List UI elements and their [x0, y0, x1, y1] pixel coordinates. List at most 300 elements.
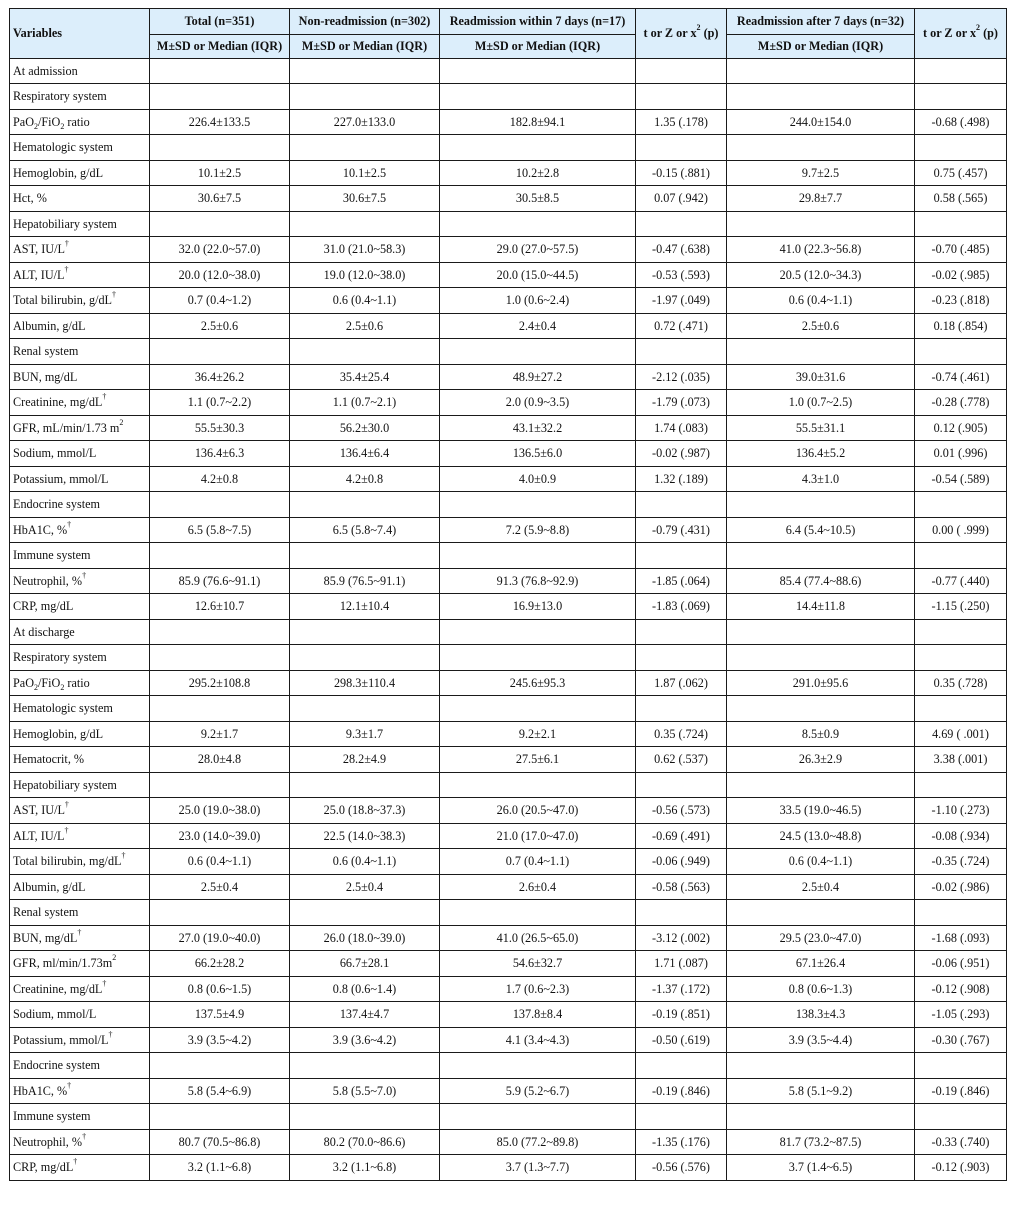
test-stat-1: -1.79 (.073)	[636, 390, 727, 416]
total-value: 3.2 (1.1~6.8)	[150, 1155, 290, 1181]
table-header	[10, 9, 1007, 59]
empty-cell	[290, 645, 440, 671]
empty-cell	[727, 900, 915, 926]
test-stat-1: -1.85 (.064)	[636, 568, 727, 594]
after-7-value: 55.5±31.1	[727, 415, 915, 441]
variable-text: Potassium, mmol/L	[13, 1032, 109, 1047]
variable-text: Albumin, g/dL	[13, 879, 86, 894]
nonreadmission-value: 136.4±6.4	[290, 441, 440, 467]
after-7-value: 81.7 (73.2~87.5)	[727, 1129, 915, 1155]
empty-cell	[915, 135, 1007, 161]
variable-label	[10, 594, 150, 620]
total-value: 85.9 (76.6~91.1)	[150, 568, 290, 594]
within-7-value: 29.0 (27.0~57.5)	[440, 237, 636, 263]
within-7-value: 1.0 (0.6~2.4)	[440, 288, 636, 314]
total-value: 12.6±10.7	[150, 594, 290, 620]
variable-text: GFR, mL/min/1.73 m	[13, 420, 120, 435]
section-label: Endocrine system	[10, 492, 150, 518]
total-value: 28.0±4.8	[150, 747, 290, 773]
empty-cell	[290, 900, 440, 926]
subscript-digit: 2	[60, 682, 65, 692]
after-7-value: 6.4 (5.4~10.5)	[727, 517, 915, 543]
test-stat-1: -0.47 (.638)	[636, 237, 727, 263]
test-stat-2: -0.30 (.767)	[915, 1027, 1007, 1053]
test-stat-1: 1.74 (.083)	[636, 415, 727, 441]
empty-cell	[636, 543, 727, 569]
nonreadmission-value: 19.0 (12.0~38.0)	[290, 262, 440, 288]
table-row	[10, 1129, 1007, 1155]
test-stat-2: -1.15 (.250)	[915, 594, 1007, 620]
empty-cell	[636, 339, 727, 365]
section-row	[10, 645, 1007, 671]
after-7-value: 14.4±11.8	[727, 594, 915, 620]
test-stat-1: -0.69 (.491)	[636, 823, 727, 849]
section-row	[10, 696, 1007, 722]
within-7-value: 9.2±2.1	[440, 721, 636, 747]
table-row	[10, 1155, 1007, 1181]
stat-label-nonreadmission: M±SD or Median (IQR)	[290, 34, 440, 58]
after-7-value: 3.7 (1.4~6.5)	[727, 1155, 915, 1181]
section-row	[10, 492, 1007, 518]
total-value: 23.0 (14.0~39.0)	[150, 823, 290, 849]
table-row	[10, 313, 1007, 339]
within-7-value: 2.4±0.4	[440, 313, 636, 339]
empty-cell	[727, 645, 915, 671]
after-7-value: 67.1±26.4	[727, 951, 915, 977]
nonreadmission-value: 12.1±10.4	[290, 594, 440, 620]
section-row	[10, 58, 1007, 84]
test-stat-1: -0.02 (.987)	[636, 441, 727, 467]
variable-text: Creatinine, mg/dL	[13, 395, 103, 410]
empty-cell	[636, 135, 727, 161]
variable-text: ratio	[64, 675, 90, 690]
after-7-value: 24.5 (13.0~48.8)	[727, 823, 915, 849]
empty-cell	[440, 645, 636, 671]
within-7-value: 1.7 (0.6~2.3)	[440, 976, 636, 1002]
variable-text: Potassium, mmol/L	[13, 471, 109, 486]
dagger-mark: †	[112, 290, 117, 300]
empty-cell	[636, 1053, 727, 1079]
table-row	[10, 594, 1007, 620]
section-row	[10, 135, 1007, 161]
variable-label	[10, 186, 150, 212]
nonreadmission-value: 5.8 (5.5~7.0)	[290, 1078, 440, 1104]
table-row	[10, 670, 1007, 696]
col-header-readmission-within-7: Readmission within 7 days (n=17)	[440, 9, 636, 35]
within-7-value: 137.8±8.4	[440, 1002, 636, 1028]
section-label: Respiratory system	[10, 84, 150, 110]
dagger-mark: †	[73, 1157, 78, 1167]
empty-cell	[727, 84, 915, 110]
within-7-value: 16.9±13.0	[440, 594, 636, 620]
within-7-value: 20.0 (15.0~44.5)	[440, 262, 636, 288]
table-row	[10, 823, 1007, 849]
total-value: 0.8 (0.6~1.5)	[150, 976, 290, 1002]
empty-cell	[915, 1104, 1007, 1130]
variable-label	[10, 798, 150, 824]
nonreadmission-value: 0.6 (0.4~1.1)	[290, 849, 440, 875]
variable-text: ALT, IU/L	[13, 267, 65, 282]
variable-text: Sodium, mmol/L	[13, 446, 97, 461]
test-stat-2: -0.33 (.740)	[915, 1129, 1007, 1155]
after-7-value: 3.9 (3.5~4.4)	[727, 1027, 915, 1053]
within-7-value: 85.0 (77.2~89.8)	[440, 1129, 636, 1155]
dagger-mark: †	[82, 1131, 87, 1141]
empty-cell	[150, 1104, 290, 1130]
empty-cell	[150, 696, 290, 722]
after-7-value: 0.8 (0.6~1.3)	[727, 976, 915, 1002]
test-stat-2: -0.77 (.440)	[915, 568, 1007, 594]
empty-cell	[150, 84, 290, 110]
empty-cell	[290, 58, 440, 84]
total-value: 55.5±30.3	[150, 415, 290, 441]
after-7-value: 26.3±2.9	[727, 747, 915, 773]
col-header-test-statistic-1	[636, 9, 727, 59]
section-label: Renal system	[10, 900, 150, 926]
table-row	[10, 441, 1007, 467]
test-stat-1: -0.19 (.851)	[636, 1002, 727, 1028]
test-stat-1: -0.58 (.563)	[636, 874, 727, 900]
test-superscript: 2	[976, 23, 981, 33]
after-7-value: 39.0±31.6	[727, 364, 915, 390]
test-stat-1: -0.19 (.846)	[636, 1078, 727, 1104]
after-7-value: 4.3±1.0	[727, 466, 915, 492]
variable-text: PaO	[13, 675, 34, 690]
test-stat-2: -0.35 (.724)	[915, 849, 1007, 875]
test-stat-2: -0.70 (.485)	[915, 237, 1007, 263]
within-7-value: 4.1 (3.4~4.3)	[440, 1027, 636, 1053]
test-stat-2: -0.08 (.934)	[915, 823, 1007, 849]
within-7-value: 54.6±32.7	[440, 951, 636, 977]
empty-cell	[915, 900, 1007, 926]
empty-cell	[636, 772, 727, 798]
test-stat-1: -0.50 (.619)	[636, 1027, 727, 1053]
empty-cell	[290, 619, 440, 645]
variable-text: AST, IU/L	[13, 803, 65, 818]
empty-cell	[150, 619, 290, 645]
test-label: t or Z or x	[923, 26, 977, 41]
nonreadmission-value: 66.7±28.1	[290, 951, 440, 977]
empty-cell	[915, 84, 1007, 110]
after-7-value: 85.4 (77.4~88.6)	[727, 568, 915, 594]
section-row	[10, 339, 1007, 365]
nonreadmission-value: 3.9 (3.6~4.2)	[290, 1027, 440, 1053]
after-7-value: 2.5±0.6	[727, 313, 915, 339]
stat-label-total: M±SD or Median (IQR)	[150, 34, 290, 58]
variable-label	[10, 441, 150, 467]
within-7-value: 182.8±94.1	[440, 109, 636, 135]
empty-cell	[915, 339, 1007, 365]
after-7-value: 29.5 (23.0~47.0)	[727, 925, 915, 951]
total-value: 27.0 (19.0~40.0)	[150, 925, 290, 951]
variable-text: Albumin, g/dL	[13, 318, 86, 333]
table-row	[10, 874, 1007, 900]
empty-cell	[440, 1053, 636, 1079]
empty-cell	[915, 772, 1007, 798]
after-7-value: 41.0 (22.3~56.8)	[727, 237, 915, 263]
test-label-tail: (p)	[980, 26, 998, 41]
variable-label	[10, 1027, 150, 1053]
nonreadmission-value: 6.5 (5.8~7.4)	[290, 517, 440, 543]
variable-text: Creatinine, mg/dL	[13, 981, 103, 996]
variable-label	[10, 823, 150, 849]
variable-label	[10, 849, 150, 875]
variable-label	[10, 1078, 150, 1104]
test-stat-2: -0.12 (.908)	[915, 976, 1007, 1002]
test-stat-2: -0.12 (.903)	[915, 1155, 1007, 1181]
variable-label	[10, 390, 150, 416]
empty-cell	[290, 84, 440, 110]
section-label: Hematologic system	[10, 696, 150, 722]
test-stat-1: -1.37 (.172)	[636, 976, 727, 1002]
variable-text: HbA1C, %	[13, 522, 68, 537]
section-label: Hematologic system	[10, 135, 150, 161]
section-label: Hepatobiliary system	[10, 211, 150, 237]
test-stat-1: -0.56 (.573)	[636, 798, 727, 824]
dagger-mark: †	[64, 264, 69, 274]
empty-cell	[290, 772, 440, 798]
nonreadmission-value: 85.9 (76.5~91.1)	[290, 568, 440, 594]
table-row	[10, 925, 1007, 951]
within-7-value: 2.0 (0.9~3.5)	[440, 390, 636, 416]
total-value: 2.5±0.4	[150, 874, 290, 900]
variable-label	[10, 415, 150, 441]
within-7-value: 7.2 (5.9~8.8)	[440, 517, 636, 543]
total-value: 32.0 (22.0~57.0)	[150, 237, 290, 263]
empty-cell	[636, 84, 727, 110]
nonreadmission-value: 2.5±0.6	[290, 313, 440, 339]
dagger-mark: †	[102, 392, 107, 402]
empty-cell	[290, 543, 440, 569]
empty-cell	[727, 772, 915, 798]
table-row	[10, 288, 1007, 314]
after-7-value: 5.8 (5.1~9.2)	[727, 1078, 915, 1104]
test-stat-2: -0.74 (.461)	[915, 364, 1007, 390]
after-7-value: 9.7±2.5	[727, 160, 915, 186]
nonreadmission-value: 298.3±110.4	[290, 670, 440, 696]
test-label-tail: (p)	[700, 26, 719, 41]
col-header-test-statistic-2	[915, 9, 1007, 59]
after-7-value: 291.0±95.6	[727, 670, 915, 696]
dagger-mark: †	[64, 825, 69, 835]
within-7-value: 245.6±95.3	[440, 670, 636, 696]
variable-text: AST, IU/L	[13, 242, 65, 257]
dagger-mark: †	[67, 519, 72, 529]
total-value: 20.0 (12.0~38.0)	[150, 262, 290, 288]
test-stat-2: -1.68 (.093)	[915, 925, 1007, 951]
stat-label-after-7: M±SD or Median (IQR)	[727, 34, 915, 58]
variable-text: Hematocrit, %	[13, 752, 85, 767]
total-value: 0.6 (0.4~1.1)	[150, 849, 290, 875]
stat-label-within-7: M±SD or Median (IQR)	[440, 34, 636, 58]
table-row	[10, 186, 1007, 212]
table-row	[10, 160, 1007, 186]
table-body	[10, 58, 1007, 1180]
test-label: t or Z or x	[643, 26, 697, 41]
total-value: 30.6±7.5	[150, 186, 290, 212]
empty-cell	[440, 619, 636, 645]
header-row	[10, 9, 1007, 35]
variable-label	[10, 568, 150, 594]
test-stat-2: 0.35 (.728)	[915, 670, 1007, 696]
empty-cell	[290, 696, 440, 722]
variable-text: Hemoglobin, g/dL	[13, 165, 104, 180]
empty-cell	[150, 58, 290, 84]
test-stat-1: -1.83 (.069)	[636, 594, 727, 620]
test-stat-2: -1.10 (.273)	[915, 798, 1007, 824]
empty-cell	[440, 696, 636, 722]
test-stat-1: -3.12 (.002)	[636, 925, 727, 951]
after-7-value: 1.0 (0.7~2.5)	[727, 390, 915, 416]
empty-cell	[727, 58, 915, 84]
empty-cell	[440, 1104, 636, 1130]
test-stat-1: 1.35 (.178)	[636, 109, 727, 135]
table-row	[10, 568, 1007, 594]
table-row	[10, 390, 1007, 416]
empty-cell	[440, 339, 636, 365]
nonreadmission-value: 2.5±0.4	[290, 874, 440, 900]
table-row	[10, 1027, 1007, 1053]
section-label: Respiratory system	[10, 645, 150, 671]
test-stat-1: 0.62 (.537)	[636, 747, 727, 773]
test-stat-2: 0.12 (.905)	[915, 415, 1007, 441]
empty-cell	[290, 492, 440, 518]
variable-label	[10, 721, 150, 747]
nonreadmission-value: 56.2±30.0	[290, 415, 440, 441]
nonreadmission-value: 1.1 (0.7~2.1)	[290, 390, 440, 416]
total-value: 9.2±1.7	[150, 721, 290, 747]
within-7-value: 27.5±6.1	[440, 747, 636, 773]
table-row	[10, 262, 1007, 288]
nonreadmission-value: 22.5 (14.0~38.3)	[290, 823, 440, 849]
variable-text: Neutrophil, %	[13, 1134, 83, 1149]
within-7-value: 4.0±0.9	[440, 466, 636, 492]
table-row	[10, 1078, 1007, 1104]
total-value: 0.7 (0.4~1.2)	[150, 288, 290, 314]
variable-text: CRP, mg/dL	[13, 1160, 74, 1175]
variable-label	[10, 747, 150, 773]
variable-label	[10, 109, 150, 135]
empty-cell	[915, 492, 1007, 518]
test-stat-1: -0.53 (.593)	[636, 262, 727, 288]
variable-text: BUN, mg/dL	[13, 369, 78, 384]
empty-cell	[915, 58, 1007, 84]
test-stat-2: -0.02 (.986)	[915, 874, 1007, 900]
total-value: 2.5±0.6	[150, 313, 290, 339]
after-7-value: 0.6 (0.4~1.1)	[727, 288, 915, 314]
variable-label	[10, 288, 150, 314]
nonreadmission-value: 80.2 (70.0~86.6)	[290, 1129, 440, 1155]
total-value: 295.2±108.8	[150, 670, 290, 696]
test-stat-1: 0.35 (.724)	[636, 721, 727, 747]
section-row	[10, 1053, 1007, 1079]
results-table	[9, 8, 1007, 1181]
nonreadmission-value: 31.0 (21.0~58.3)	[290, 237, 440, 263]
dagger-mark: †	[64, 239, 69, 249]
empty-cell	[636, 58, 727, 84]
within-7-value: 2.6±0.4	[440, 874, 636, 900]
header-subrow	[10, 34, 1007, 58]
empty-cell	[915, 211, 1007, 237]
test-stat-1: -2.12 (.035)	[636, 364, 727, 390]
variable-text: BUN, mg/dL	[13, 930, 78, 945]
after-7-value: 20.5 (12.0~34.3)	[727, 262, 915, 288]
within-7-value: 48.9±27.2	[440, 364, 636, 390]
empty-cell	[290, 135, 440, 161]
empty-cell	[727, 1104, 915, 1130]
empty-cell	[440, 772, 636, 798]
test-stat-2: 4.69 ( .001)	[915, 721, 1007, 747]
variable-label	[10, 874, 150, 900]
test-stat-1: 1.87 (.062)	[636, 670, 727, 696]
empty-cell	[150, 645, 290, 671]
total-value: 10.1±2.5	[150, 160, 290, 186]
empty-cell	[290, 1053, 440, 1079]
variable-label	[10, 1155, 150, 1181]
nonreadmission-value: 227.0±133.0	[290, 109, 440, 135]
total-value: 80.7 (70.5~86.8)	[150, 1129, 290, 1155]
variable-text: Hct, %	[13, 191, 47, 206]
variable-text: GFR, ml/min/1.73m	[13, 956, 113, 971]
nonreadmission-value: 26.0 (18.0~39.0)	[290, 925, 440, 951]
table-row	[10, 798, 1007, 824]
test-stat-2: 0.75 (.457)	[915, 160, 1007, 186]
within-7-value: 26.0 (20.5~47.0)	[440, 798, 636, 824]
nonreadmission-value: 137.4±4.7	[290, 1002, 440, 1028]
within-7-value: 91.3 (76.8~92.9)	[440, 568, 636, 594]
empty-cell	[636, 900, 727, 926]
empty-cell	[727, 1053, 915, 1079]
after-7-value: 138.3±4.3	[727, 1002, 915, 1028]
table-row	[10, 849, 1007, 875]
empty-cell	[150, 1053, 290, 1079]
test-stat-2: 0.01 (.996)	[915, 441, 1007, 467]
section-label: At discharge	[10, 619, 150, 645]
within-7-value: 136.5±6.0	[440, 441, 636, 467]
variable-text: Total bilirubin, g/dL	[13, 293, 113, 308]
total-value: 136.4±6.3	[150, 441, 290, 467]
variable-label	[10, 364, 150, 390]
after-7-value: 136.4±5.2	[727, 441, 915, 467]
within-7-value: 5.9 (5.2~6.7)	[440, 1078, 636, 1104]
empty-cell	[636, 1104, 727, 1130]
test-stat-1: -0.79 (.431)	[636, 517, 727, 543]
empty-cell	[440, 543, 636, 569]
table-row	[10, 951, 1007, 977]
test-stat-2: 3.38 (.001)	[915, 747, 1007, 773]
after-7-value: 2.5±0.4	[727, 874, 915, 900]
table-row	[10, 976, 1007, 1002]
within-7-value: 43.1±32.2	[440, 415, 636, 441]
test-stat-1: 0.72 (.471)	[636, 313, 727, 339]
within-7-value: 21.0 (17.0~47.0)	[440, 823, 636, 849]
variable-label	[10, 313, 150, 339]
empty-cell	[150, 339, 290, 365]
nonreadmission-value: 0.6 (0.4~1.1)	[290, 288, 440, 314]
table-row	[10, 364, 1007, 390]
nonreadmission-value: 30.6±7.5	[290, 186, 440, 212]
within-7-value: 41.0 (26.5~65.0)	[440, 925, 636, 951]
subscript-digit: 2	[60, 121, 65, 131]
variable-text: Total bilirubin, mg/dL	[13, 854, 122, 869]
empty-cell	[915, 543, 1007, 569]
empty-cell	[636, 619, 727, 645]
within-7-value: 30.5±8.5	[440, 186, 636, 212]
empty-cell	[636, 492, 727, 518]
unit-superscript: 2	[112, 953, 117, 963]
section-label: Immune system	[10, 543, 150, 569]
table-row	[10, 237, 1007, 263]
